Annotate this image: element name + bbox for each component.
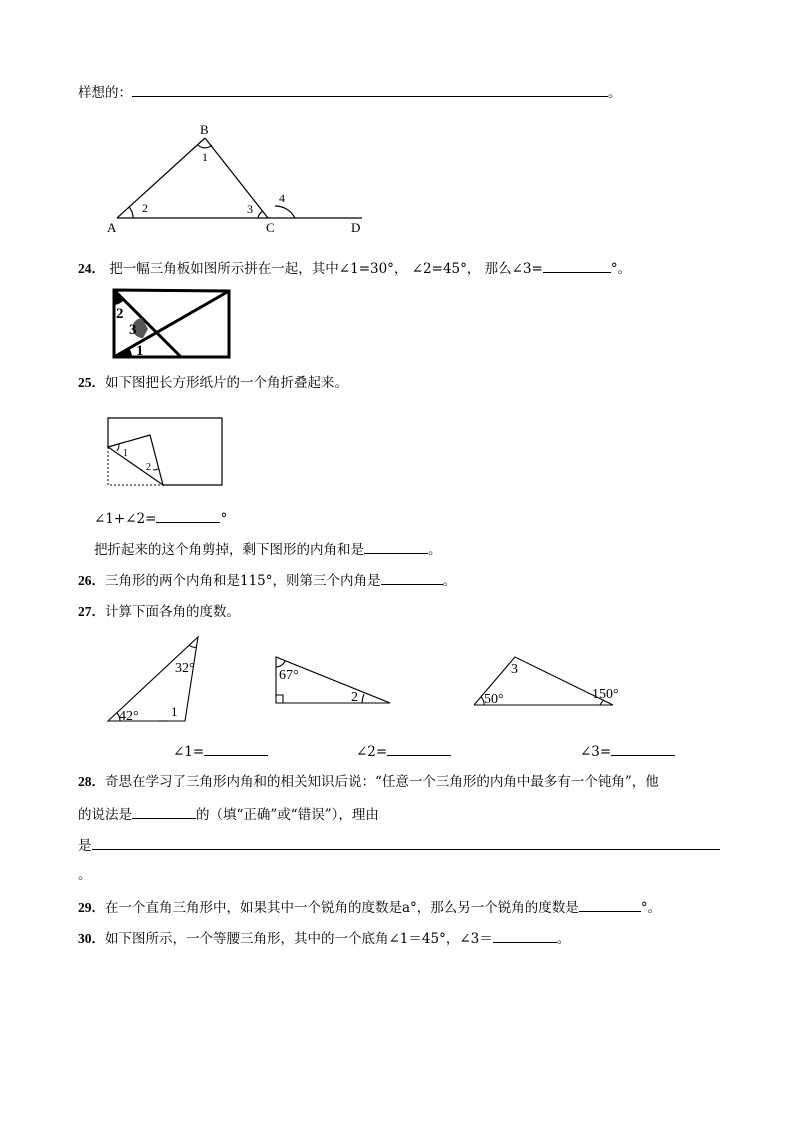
q28-line3: 是 — [78, 836, 720, 855]
answer-blank[interactable] — [92, 836, 720, 850]
label-C: C — [266, 220, 275, 235]
question-28: 28．奇思在学习了三角形内角和的相关知识后说：“任意一个三角形的内角中最多有一个钝角”，他 — [78, 774, 659, 790]
t1-left-angle: 42° — [119, 709, 139, 724]
question-26: 26．三角形的两个内角和是115°，则第三个内角是 。 — [78, 573, 457, 589]
q27-answer-1: ∠1= — [173, 742, 268, 761]
angle-3-label: 3 — [247, 202, 253, 216]
q27-answer-3: ∠3= — [580, 742, 675, 761]
q25-line2: 把折起来的这个角剪掉，剩下图形的内角和是 。 — [94, 542, 442, 558]
angle-2-label: 2 — [142, 201, 148, 215]
question-30: 30．如下图所示，一个等腰三角形，其中的一个底角∠1＝45°，∠3＝ 。 — [78, 931, 571, 947]
answer-blank[interactable] — [579, 898, 641, 912]
angle-1-label: 1 — [202, 150, 208, 164]
t3-ext-angle: 150° — [592, 687, 619, 702]
q28-line2: 的说法是 的（填“正确”或“错误”），理由 — [78, 807, 379, 823]
angle-3-label: 3 — [129, 322, 137, 338]
question-27: 27．计算下面各角的度数。 — [78, 604, 240, 620]
angle-4-label: 4 — [279, 191, 285, 205]
t1-top-angle: 32° — [175, 661, 195, 676]
angle-1-label: 1 — [123, 448, 128, 459]
answer-blank[interactable] — [611, 742, 675, 756]
q28-line4: 。 — [78, 867, 92, 883]
answer-blank[interactable] — [493, 929, 557, 943]
label-A: A — [107, 220, 117, 235]
question-25: 25．如下图把长方形纸片的一个角折叠起来。 — [78, 375, 348, 391]
question-24: 24． 把一幅三角板如图所示拼在一起，其中∠1=30°， ∠2=45°， 那么∠3= °。 — [78, 261, 632, 277]
t2-top-angle: 67° — [279, 668, 299, 683]
angle-1-label: 1 — [136, 343, 144, 359]
question-29: 29．在一个直角三角形中，如果其中一个锐角的度数是a°，那么另一个锐角的度数是 °。 — [78, 900, 662, 916]
t1-angle-1-label: 1 — [171, 704, 178, 719]
answer-blank[interactable] — [132, 805, 196, 819]
t2-angle-2-label: 2 — [351, 690, 358, 705]
t3-angle-3-label: 3 — [511, 662, 518, 677]
answer-blank[interactable] — [204, 742, 268, 756]
label-D: D — [351, 220, 361, 235]
label-B: B — [200, 122, 209, 137]
q23-answer-line: 样想的： 。 — [78, 85, 622, 101]
angle-2-label: 2 — [146, 462, 151, 473]
angle-2-label: 2 — [116, 306, 124, 322]
t3-left-angle: 50° — [484, 692, 504, 707]
q27-answer-2: ∠2= — [356, 742, 451, 761]
answer-blank[interactable] — [387, 742, 451, 756]
q25-line1: ∠1+∠2= ° — [94, 511, 228, 527]
